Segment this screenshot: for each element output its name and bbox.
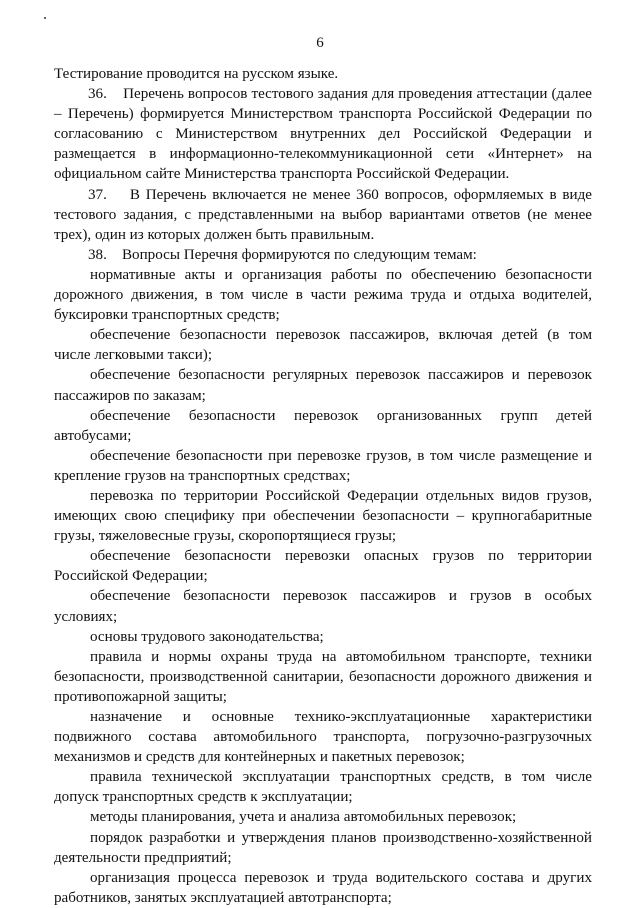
topic-item: правила и нормы охраны труда на автомобильном транспорте, техники безопасности, производственной санитарии, безопасности дорожного движения и противопожарной защиты; <box>54 648 592 705</box>
page-number: 6 <box>316 35 324 51</box>
topic-item: порядок разработки и утверждения планов производственно-хозяйственной деятельности предприятий; <box>54 829 592 866</box>
paragraph-36: 36. Перечень вопросов тестового задания для проведения аттестации (далее – Перечень) формируется Министерством транспорта Российской Федерации по согласованию с Министерством внутренних дел Российской Федерации и размещается в информационно-телекоммуникационной сети «Интернет» на официальном сайте Министерства транспорта Российской Федерации. <box>54 86 592 183</box>
topic-item: обеспечение безопасности перевозок организованных групп детей автобусами; <box>54 407 592 444</box>
paragraph-testing-language: Тестирование проводится на русском языке. <box>54 66 339 82</box>
paragraph-37: 37. В Перечень включается не менее 360 вопросов, оформляемых в виде тестового задания, с представленными на выбор вариантами ответов (не менее трех), один из которых должен быть правильным. <box>54 186 592 243</box>
topic-item: нормативные акты и организация работы по обеспечению безопасности дорожного движения, в том числе в части режима труда и отдыха водителей, буксировки транспортных средств; <box>54 266 592 324</box>
topic-item: методы планирования, учета и анализа автомобильных перевозок; <box>90 809 517 826</box>
topic-list <box>54 265 592 908</box>
topic-item: обеспечение безопасности перевозки опасных грузов по территории Российской Федерации; <box>54 548 592 585</box>
topic-item: организация процесса перевозок и труда водительского состава и других работников, занятых эксплуатацией автотранспорта; <box>54 869 592 906</box>
topic-item: перевозка по территории Российской Федерации отдельных видов грузов, имеющих свою специфику при обеспечении безопасности – крупногабаритные грузы, тяжеловесные грузы, скоропортящиеся грузы; <box>54 487 592 545</box>
topic-item: основы трудового законодательства; <box>90 628 324 645</box>
scan-speck <box>44 17 46 19</box>
topic-item: обеспечение безопасности перевозок пассажиров и грузов в особых условиях; <box>54 588 592 625</box>
topic-item: правила технической эксплуатации транспортных средств, в том числе допуск транспортных средств к эксплуатации; <box>54 769 592 806</box>
topic-item: обеспечение безопасности регулярных перевозок пассажиров и перевозок пассажиров по заказам; <box>54 367 592 404</box>
paragraph-38: 38. Вопросы Перечня формируются по следующим темам: <box>88 246 477 263</box>
topic-item: обеспечение безопасности перевозок пассажиров, включая детей (в том числе легковыми такси); <box>54 327 592 364</box>
topic-item: назначение и основные технико-эксплуатационные характеристики подвижного состава автомобильного транспорта, погрузочно-разгрузочных механизмов и средств для контейнерных и пакетных перевозок; <box>54 709 592 766</box>
topic-item: обеспечение безопасности при перевозке грузов, в том числе размещение и крепление грузов на транспортных средствах; <box>54 447 592 484</box>
document-body <box>54 64 592 908</box>
